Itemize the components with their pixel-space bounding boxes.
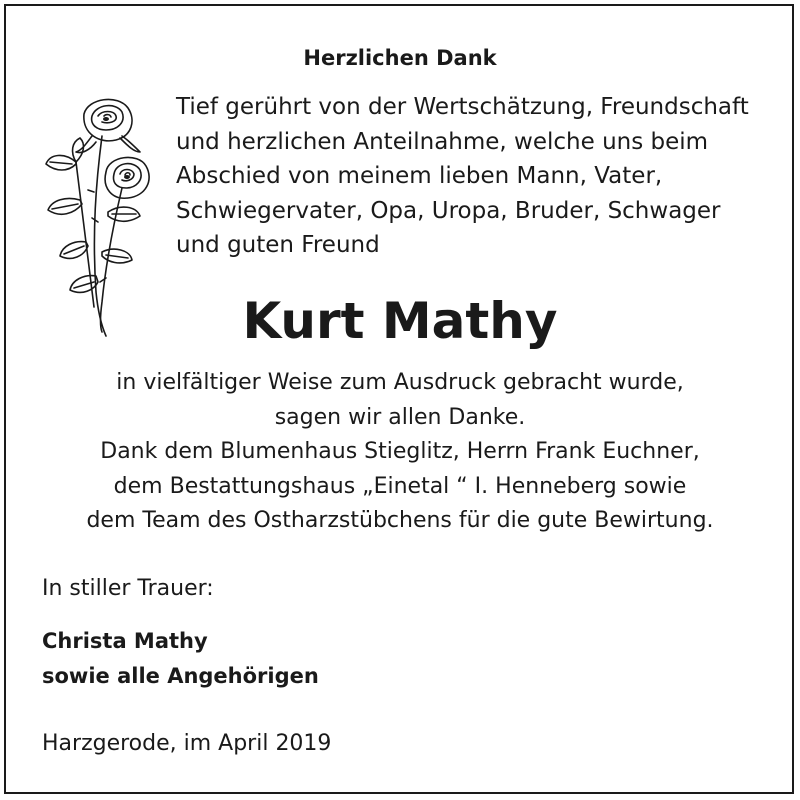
thanks-line: sagen wir allen Danke. [274,404,526,430]
thanks-line: Dank dem Blumenhaus Stieglitz, Herrn Frank Euchner, [100,439,700,464]
intro-line: und guten Freund [176,232,380,258]
intro-line: Abschied von meinem lieben Mann, Vater, [176,163,663,189]
signers-block [42,624,319,694]
signer-name: sowie alle Angehörigen [42,664,319,688]
intro-line: Tief gerührt von der Wertschätzung, Freundschaft [176,94,749,120]
place-date: Harzgerode, im April 2019 [42,731,332,756]
intro-line: und herzlichen Anteilnahme, welche uns beim [176,128,709,155]
deceased-name: Kurt Mathy [242,292,558,350]
thanks-line: dem Team des Ostharzstübchens für die gute Bewirtung. [86,508,714,533]
intro-paragraph [176,90,776,263]
notice-heading: Herzlichen Dank [303,46,497,70]
thanks-line: dem Bestattungshaus „Einetal “ I. Henneberg sowie [113,473,687,499]
thanks-paragraph [0,366,800,539]
mourning-label: In stiller Trauer: [42,576,214,601]
signer-name: Christa Mathy [42,629,208,653]
thanks-line: in vielfältiger Weise zum Ausdruck gebracht wurde, [116,370,684,395]
intro-line: Schwiegervater, Opa, Uropa, Bruder, Schwager [176,197,721,224]
